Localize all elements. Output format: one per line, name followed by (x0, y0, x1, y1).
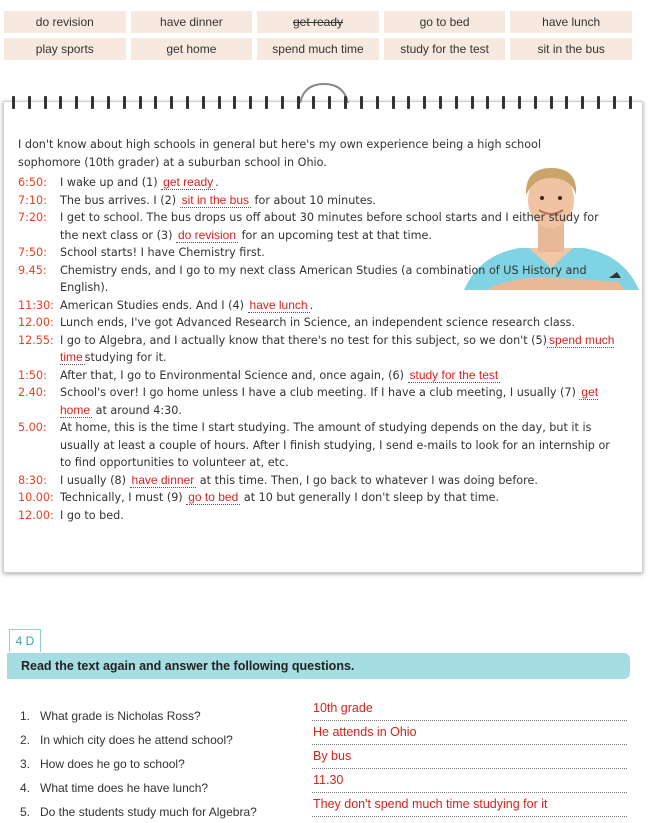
question-text: Do the students study much for Algebra? (40, 805, 257, 819)
entry-text (60, 367, 618, 385)
entry-text-segment: . (309, 298, 314, 312)
entry-time: 11:30: (18, 298, 55, 312)
entry-text (60, 297, 618, 315)
ring (455, 96, 458, 109)
ring (107, 96, 110, 109)
question-number: 5. (20, 805, 31, 819)
ring (502, 96, 505, 109)
question-text: What grade is Nicholas Ross? (40, 709, 201, 723)
ring (281, 96, 284, 109)
ring (376, 96, 379, 109)
entry-time: 8:30: (18, 473, 47, 487)
question-row (20, 749, 635, 774)
filled-answer: sit in the bus (181, 192, 249, 207)
word-bank-item: do revision (4, 11, 126, 33)
ring (407, 96, 410, 109)
ring (249, 96, 252, 109)
entry-text (60, 209, 618, 244)
entry-text-segment: for an upcoming test at that time. (238, 228, 432, 242)
entry-text-segment: American Studies ends. And I (4) (60, 298, 248, 312)
ring (613, 96, 616, 109)
ring (202, 96, 205, 109)
entry-text (60, 472, 618, 490)
filled-answer: go to bed (188, 490, 239, 504)
entry-text-segment: I usually (8) (60, 473, 130, 487)
word-bank-item: sit in the bus (510, 38, 632, 60)
entry-time: 7:10: (18, 193, 47, 207)
entry-text-segment: I wake up and (1) (60, 176, 162, 189)
notebook-page (3, 101, 643, 573)
question-row (20, 725, 635, 750)
entry-text-segment: Chemistry ends, and I go to my next class American Studies (a combination of US History and English). (60, 263, 587, 294)
word-bank-item: have dinner (131, 11, 253, 33)
diary-entry (18, 332, 618, 367)
entry-time: 9.45: (18, 263, 47, 277)
diary-entry (18, 489, 618, 507)
entry-text (60, 489, 618, 507)
ring (218, 96, 221, 109)
entry-text-segment: Technically, I must (9) (60, 491, 187, 504)
ring (534, 96, 537, 109)
diary-entry (18, 507, 618, 525)
entry-text-segment: for about 10 minutes. (251, 193, 376, 207)
entry-text (60, 332, 618, 367)
ring (581, 96, 584, 109)
ring (629, 96, 632, 109)
ring (312, 96, 315, 109)
word-bank-item: get home (131, 38, 253, 60)
entry-time: 12.00: (18, 508, 54, 522)
ring (439, 96, 442, 109)
ring (170, 96, 173, 109)
ring (518, 96, 521, 109)
entry-text-segment: I go to bed. (60, 508, 124, 522)
diary-entry (18, 419, 618, 472)
answer-field[interactable]: He attends in Ohio (312, 725, 627, 745)
diary-entry (18, 244, 618, 262)
entry-time: 7:50: (18, 246, 47, 259)
word-bank-item: study for the test (384, 38, 506, 60)
word-bank-item: go to bed (384, 11, 506, 33)
ring (75, 96, 78, 109)
entry-text-segment: . (215, 176, 219, 189)
entry-text (60, 174, 618, 192)
question-row (20, 701, 635, 726)
entry-time: 6:50: (18, 176, 47, 189)
word-bank-item: play sports (4, 38, 126, 60)
filled-answer: get home (60, 385, 599, 417)
question-number: 1. (20, 709, 31, 723)
filled-answer: have lunch (249, 297, 308, 312)
ring (597, 96, 600, 109)
ring (91, 96, 94, 109)
ring (360, 96, 363, 109)
ring (12, 96, 15, 109)
filled-answer: study for the test (409, 367, 499, 382)
entry-text-segment: I get to school. The bus drops us off about 30 minutes before school starts and I either study for the next class or (3) (60, 211, 599, 242)
entry-text-segment: At home, this is the time I start studying. The amount of studying depends on the day, but it is usually at least a couple of hours. After I finish studying, I send e-mails to look for an internship or to find opportunities to volunteer at, etc. (60, 421, 610, 469)
entry-text (60, 507, 618, 525)
diary-entry (18, 367, 618, 385)
entry-text-segment: After that, I go to Environmental Science and, once again, (6) (60, 368, 408, 382)
diary-entry (18, 297, 618, 315)
ring (471, 96, 474, 109)
entry-text-segment: at 10 but generally I don't sleep by that time. (240, 491, 500, 504)
question-number: 3. (20, 757, 31, 771)
ring (44, 96, 47, 109)
entry-text (60, 262, 618, 297)
diary-entry (18, 472, 618, 490)
entry-time: 12.55: (18, 333, 54, 347)
ring (423, 96, 426, 109)
entry-text-segment: at around 4:30. (92, 403, 182, 417)
entry-text (60, 384, 618, 419)
word-bank-item: spend much time (257, 38, 379, 60)
diary-entry (18, 174, 618, 192)
ring (550, 96, 553, 109)
ring (344, 96, 347, 109)
entry-text-segment: Lunch ends, I've got Advanced Research in Science, an independent science research class. (60, 316, 575, 329)
entry-text (60, 419, 618, 472)
entry-text-segment: I go to Algebra, and I actually know that there's no test for this subject, so we don't (5) (60, 333, 548, 347)
answer-field[interactable]: By bus (312, 749, 627, 769)
question-number: 2. (20, 733, 31, 747)
diary-entry (18, 384, 618, 419)
entry-text-segment: The bus arrives. I (2) (60, 193, 180, 207)
word-bank-item: have lunch (510, 11, 632, 33)
entry-text (60, 314, 618, 332)
answer-field[interactable]: 11.30 (312, 773, 627, 793)
entry-time: 10.00: (18, 491, 54, 504)
ring (328, 96, 331, 109)
entry-text-segment: School starts! I have Chemistry first. (60, 246, 265, 259)
spiral-binding (12, 96, 632, 110)
entry-time: 2.40: (18, 386, 47, 399)
diary-entry (18, 262, 618, 297)
ring (59, 96, 62, 109)
entry-text-segment: studying for it. (84, 351, 167, 364)
answer-field[interactable]: 10th grade (312, 701, 627, 721)
ring (233, 96, 236, 109)
question-text: In which city does he attend school? (40, 733, 233, 747)
entry-time: 5.00: (18, 421, 47, 434)
instruction-bar (7, 653, 630, 679)
question-text: What time does he have lunch? (40, 781, 209, 795)
ring (28, 96, 31, 109)
question-text: How does he go to school? (40, 757, 185, 771)
entry-text-segment: School's over! I go home unless I have a club meeting. If I have a club meeting, I usually (7) (60, 386, 580, 399)
diary-entries (18, 174, 618, 524)
filled-answer: spend much time (60, 332, 615, 364)
filled-answer: do revision (178, 227, 237, 242)
word-bank (4, 11, 632, 60)
filled-answer: have dinner (131, 472, 195, 487)
answer-field[interactable]: They don't spend much time studying for it (312, 797, 627, 817)
diary-intro: I don't know about high schools in general but here's my own experience being a high school sophomore (10th grader) at a suburban school in Ohio. (18, 138, 542, 169)
diary-entry (18, 314, 618, 332)
word-bank-item: get ready (257, 11, 379, 33)
question-row (20, 773, 635, 798)
question-row (20, 797, 635, 822)
ring (392, 96, 395, 109)
entry-time: 1:50: (18, 368, 47, 382)
ring (565, 96, 568, 109)
entry-text-segment: at this time. Then, I go back to whatever I was doing before. (196, 473, 538, 487)
instruction-text: Read the text again and answer the following questions. (21, 659, 355, 673)
filled-answer: get ready (163, 175, 214, 189)
ring (123, 96, 126, 109)
diary-entry (18, 209, 618, 244)
ring (186, 96, 189, 109)
ring (297, 96, 300, 109)
ring (154, 96, 157, 109)
entry-text (60, 244, 618, 262)
section-tag: 4 D (9, 629, 41, 652)
question-number: 4. (20, 781, 31, 795)
ring (486, 96, 489, 109)
entry-time: 7:20: (18, 211, 47, 224)
entry-text (60, 192, 618, 210)
ring (139, 96, 142, 109)
ring (265, 96, 268, 109)
diary-entry (18, 192, 618, 210)
entry-time: 12.00: (18, 316, 54, 329)
